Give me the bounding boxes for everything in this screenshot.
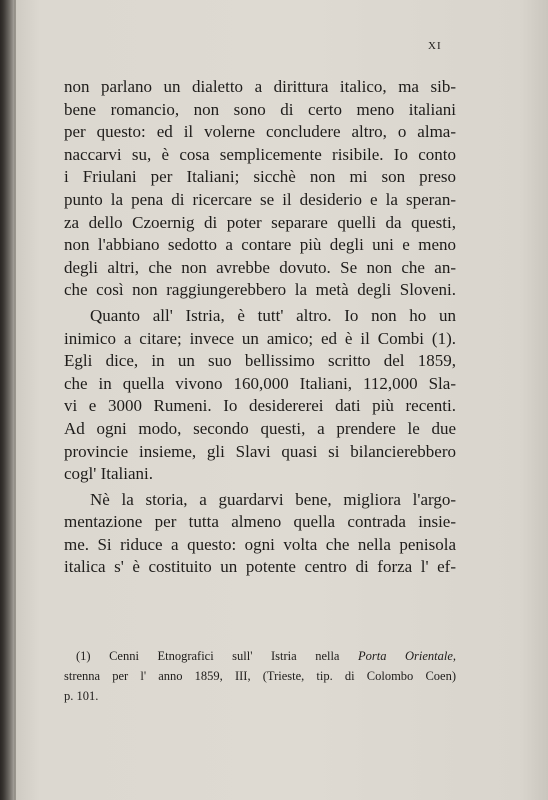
text-line: non l'abbiano sedotto a contare più degli uni e meno xyxy=(64,235,456,255)
text-line: bene romancio, non sono di certo meno italiani xyxy=(64,99,456,119)
footnote xyxy=(64,646,456,706)
text-line: vi e 3000 Rumeni. Io desidererei dati più recenti. xyxy=(64,396,456,416)
footnote-marker: (1) xyxy=(76,649,91,663)
body-text xyxy=(64,76,456,579)
footnote-text: Cenni Etnografici sull' Istria nella xyxy=(109,649,340,663)
footnote-italic-title: Porta Orientale, xyxy=(358,649,457,663)
paragraph-2 xyxy=(64,305,456,486)
text-line: naccarvi su, è cosa semplicemente risibile. Io conto xyxy=(64,144,456,164)
text-line: i Friulani per Italiani; sicchè non mi son preso xyxy=(64,167,456,187)
text-line: provincie insieme, gli Slavi quasi si bilancierebbero xyxy=(64,441,456,461)
text-line: Quanto all' Istria, è tutt' altro. Io non ho un xyxy=(90,305,456,325)
text-line: per questo: ed il volerne concludere altro, o alma- xyxy=(64,122,456,142)
page-fold-line xyxy=(14,0,16,800)
text-line: mentazione per tutta almeno quella contrada insie- xyxy=(64,512,456,532)
paragraph-1 xyxy=(64,76,456,302)
footnote-line xyxy=(64,646,456,666)
text-line: me. Si riduce a questo: ogni volta che nella penisola xyxy=(64,534,456,554)
text-line: italica s' è costituito un potente centro di forza l' ef- xyxy=(64,557,456,577)
text-line: Ad ogni modo, secondo questi, a prendere le due xyxy=(64,418,456,438)
text-line: Egli dice, in un suo bellissimo scritto del 1859, xyxy=(64,351,456,371)
footnote-line: strenna per l' anno 1859, III, (Trieste, tip. di Colombo Coen) xyxy=(64,669,456,683)
text-line: Nè la storia, a guardarvi bene, migliora l'argo- xyxy=(90,489,456,509)
page-number: XI xyxy=(428,40,442,52)
binding-shadow xyxy=(0,0,14,800)
text-line: che così non raggiungerebbero la metà degli Sloveni. xyxy=(64,280,456,300)
paragraph-3 xyxy=(64,489,456,579)
text-line: za dello Czoernig di poter separare quelli da questi, xyxy=(64,212,456,232)
text-line: degli altri, che non avrebbe dovuto. Se non che an- xyxy=(64,257,456,277)
text-line: cogl' Italiani. xyxy=(64,464,153,484)
text-line: non parlano un dialetto a dirittura italico, ma sib- xyxy=(64,77,456,96)
footnote-line: p. 101. xyxy=(64,689,99,703)
text-line: inimico a citare; invece un amico; ed è il Combi (1). xyxy=(64,328,456,348)
text-line: che in quella vivono 160,000 Italiani, 112,000 Sla- xyxy=(64,373,456,393)
text-line: punto la pena di ricercare se il desiderio e la speran- xyxy=(64,189,456,209)
